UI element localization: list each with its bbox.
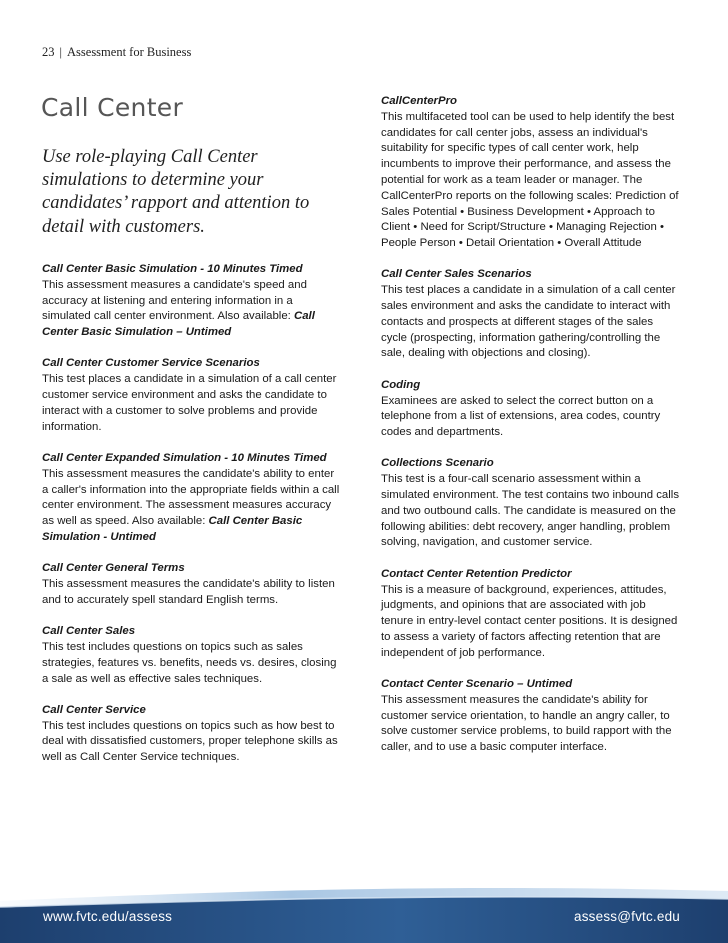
entry-title: Call Center Service: [42, 703, 146, 716]
page-title: Call Center: [41, 93, 184, 122]
assessment-entry: [381, 677, 681, 756]
assessment-entry: [381, 94, 681, 252]
entry-title: Call Center Customer Service Scenarios: [42, 357, 260, 370]
entry-description: This is a measure of background, experiences, attitudes, judgments, and opinions that are associated with job tenure in entry-level contact center positions. It is designed to assess a variety of factors affecting retention that are independent of job performance.: [381, 583, 678, 659]
entry-title: Call Center Expanded Simulation - 10 Minutes Timed: [42, 451, 327, 464]
entry-title: CallCenterPro: [381, 95, 457, 107]
intro-text: Use role-playing Call Center simulations to determine your candidates’ rapport and attention to detail with customers.: [42, 147, 310, 237]
entry-description-text: This assessment measures a candidate's speed and accuracy at listening and entering information in a simulated call center environment. Also available:: [42, 278, 307, 323]
entry-description: This assessment measures the candidate's ability for customer service orientation, to handle an angry caller, to solve customer service problems, to build rapport with the caller, and to use a basic computer interface.: [381, 693, 672, 754]
entry-title: Call Center Sales Scenarios: [381, 268, 532, 281]
entry-description: This test places a candidate in a simulation of a call center customer service environment and asks the candidate to interact with a customer to solve problems and provide information.: [42, 373, 337, 433]
assessment-entry: [381, 378, 681, 441]
entry-description: This multifaceted tool can be used to help identify the best candidates for call center jobs, assess an individual's suitability for specific types of call center work, help incumbents to improve their performance, and assess the potential for work as a team leader or manager. The CallCenterPro reports on the following scales: Prediction of Sales Potential • Business Development • Approach to Client • Need for Script/Structure • Managing Rejection • People Person • Detail Orientation • Overall Attitude: [381, 110, 679, 250]
entry-description-text: This assessment measures the candidate's ability to enter a caller's information into the appropriate fields within a call center environment. The assessment measures accuracy as well as speed. Also available:: [42, 467, 340, 528]
section-name: Assessment for Business: [67, 45, 192, 59]
footer-url-link[interactable]: www.fvtc.edu/assess: [43, 909, 173, 924]
entry-description: This assessment measures the candidate's ability to listen and to accurately spell standard English terms.: [42, 578, 335, 606]
assessment-entry: [381, 267, 681, 362]
header-separator: |: [59, 45, 63, 59]
assessment-entry: [381, 456, 681, 551]
entry-description: This test places a candidate in a simulation of a call center sales environment and asks the candidate to interact with contacts and prospects at different stages of the sales cycle (prospecting, information gathering/controlling the sale, dealing with objections and closing).: [381, 284, 676, 360]
entry-also-available: Call Center Basic Simulation - Untimed: [42, 515, 303, 543]
right-column: [381, 94, 681, 771]
entry-title: Contact Center Scenario – Untimed: [381, 678, 573, 690]
entry-title: Call Center Sales: [42, 625, 136, 638]
entry-description: [42, 467, 342, 546]
entry-title: Call Center Basic Simulation - 10 Minutes Timed: [42, 263, 303, 275]
entry-title: Contact Center Retention Predictor: [381, 567, 572, 580]
assessment-entry: [42, 561, 342, 608]
page-number: 23: [42, 45, 55, 59]
assessment-entry: [42, 356, 342, 435]
entry-description: This test includes questions on topics such as how best to deal with dissatisfied customers, proper telephone skills as well as Call Center Service techniques.: [42, 719, 338, 764]
entry-title: Collections Scenario: [381, 457, 494, 470]
entry-title: Call Center General Terms: [42, 562, 185, 575]
page-header: [42, 45, 191, 60]
assessment-entry: [381, 567, 681, 662]
entry-description: This test is a four-call scenario assessment within a simulated environment. The test contains two inbound calls and two outbound calls. The candidate is measured on the following abilities: debt recovery, anger handling, problem solving, navigation, and customer service.: [381, 473, 680, 549]
footer-banner: [0, 887, 728, 943]
entry-description: Examinees are asked to select the correct button on a telephone from a list of extensions, area codes, country codes and departments.: [381, 394, 661, 439]
assessment-entry: [42, 262, 342, 341]
entry-also-available: Call Center Basic Simulation – Untimed: [42, 310, 315, 339]
entry-description: [42, 278, 342, 341]
entry-title: Coding: [381, 378, 421, 391]
assessment-entry: [42, 451, 342, 546]
assessment-entry: [42, 703, 342, 766]
left-column: [42, 262, 342, 782]
assessment-entry: [42, 624, 342, 687]
footer-email-link[interactable]: assess@fvtc.edu: [574, 909, 680, 924]
entry-description: This test includes questions on topics such as sales strategies, features vs. benefits, needs vs. desires, closing a sale as well as effective sales techniques.: [42, 640, 337, 685]
